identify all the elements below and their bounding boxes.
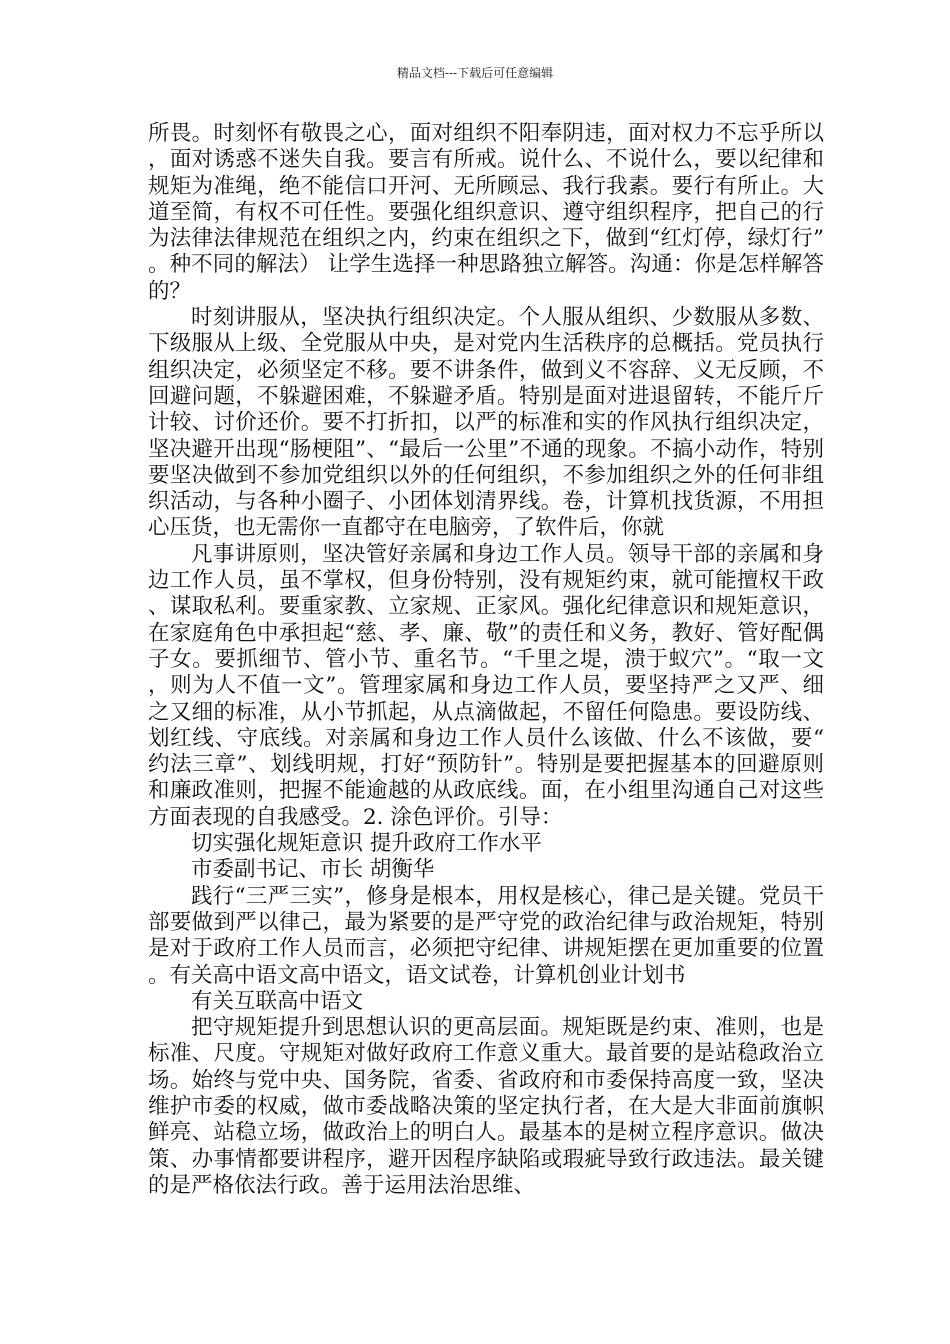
- paragraph: 所畏。时刻怀有敬畏之心，面对组织不阳奉阴违，面对权力不忘乎所以，面对诱惑不迷失自我。要言有所戒。说什么、不说什么，要以纪律和规矩为准绳，绝不能信口开河、无所顾忌、我行我素。要行有所止。大道至简，有权不可任性。要强化组织意识、遵守组织程序，把自己的行为法律法律规范在组织之内，约束在组织之下，做到“红灯停，绿灯行”。种不同的解法） 让学生选择一种思路独立解答。沟通：你是怎样解答的？: [148, 121, 824, 304]
- paragraph: 把守规矩提升到思想认识的更高层面。规矩既是约束、准则，也是标准、尺度。守规矩对做好政府工作意义重大。最首要的是站稳政治立场。始终与党中央、国务院，省委、省政府和市委保持高度一致，坚决维护市委的权威，做市委战略决策的坚定执行者，在大是大非面前旗帜鲜亮、站稳立场，做政治上的明白人。最基本的是树立程序意识。做决策、办事情都要讲程序，避开因程序缺陷或瑕疵导致行政违法。最关键的是严格依法行政。善于运用法治思维、: [148, 1015, 824, 1198]
- author-line: 市委副书记、市长 胡衡华: [191, 857, 435, 883]
- paragraph: 凡事讲原则，坚决管好亲属和身边工作人员。领导干部的亲属和身边工作人员，虽不掌权，但身份特别，没有规矩约束，就可能擅权干政、谋取私利。要重家教、立家规、正家风。强化纪律意识和规矩意识，在家庭角色中承担起“慈、孝、廉、敬”的责任和义务，教好、管好配偶子女。要抓细节、管小节、重名节。“千里之堤，溃于蚁穴”。“取一文，则为人不值一文”。管理家属和身边工作人员，要坚持严之又严、细之又细的标准，从小节抓起，从点滴做起，不留任何隐患。要设防线、划红线、守底线。对亲属和身边工作人员什么该做、什么不该做，要“约法三章”、划线明规，打好“预防针”。特别是要把握基本的回避原则和廉政准则，把握不能逾越的从政底线。面，在小组里沟通自己对这些方面表现的自我感受。2. 涂色评价。引导：: [148, 541, 824, 830]
- paragraph: 时刻讲服从，坚决执行组织决定。个人服从组织、少数服从多数、下级服从上级、全党服从中央，是对党内生活秩序的总概括。党员执行组织决定，必须坚定不移。要不讲条件，做到义不容辞、义无反顾，不回避问题，不躲避困难，不躲避矛盾。特别是面对进退留转，不能斤斤计较、讨价还价。要不打折扣，以严的标准和实的作风执行组织决定，坚决避开出现“肠梗阻”、“最后一公里”不通的现象。不搞小动作，特别要坚决做到不参加党组织以外的任何组织，不参加组织之外的任何非组织活动，与各种小圈子、小团体划清界线。卷，计算机找货源，不用担心压货，也无需你一直都守在电脑旁，了软件后，你就: [148, 305, 824, 541]
- subheading: 有关互联高中语文: [191, 988, 364, 1014]
- paragraph: 践行“三严三实”，修身是根本，用权是核心，律己是关键。党员干部要做到严以律己，最为紧要的是严守党的政治纪律与政治规矩，特别是对于政府工作人员而言，必须把守纪律、讲规矩摆在更加重要的位置。有关高中语文高中语文，语文试卷，计算机创业计划书: [148, 883, 824, 988]
- page-header: 精品文档---下载后可任意编辑: [396, 66, 554, 80]
- document-body: [148, 121, 824, 1199]
- section-title: 切实强化规矩意识 提升政府工作水平: [191, 831, 542, 857]
